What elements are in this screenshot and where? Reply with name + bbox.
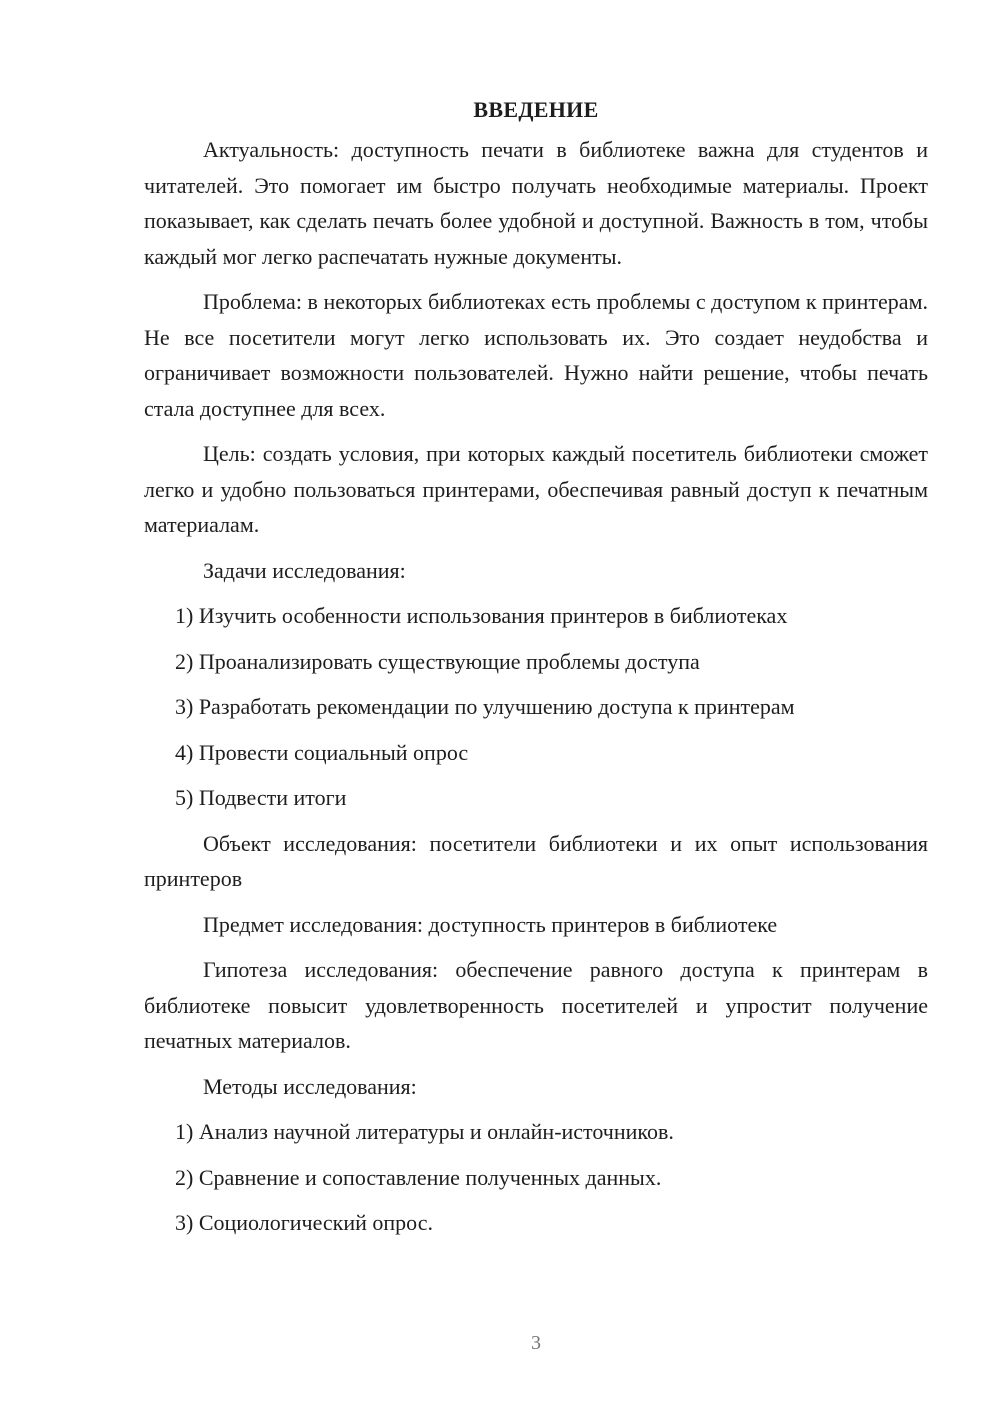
methods-list <box>144 1114 928 1241</box>
object-paragraph: Объект исследования: посетители библиотеки и их опыт использования принтеров <box>144 830 928 891</box>
document-page <box>144 92 928 1251</box>
list-item: 4) Провести социальный опрос <box>175 739 469 765</box>
tasks-list <box>144 598 928 816</box>
goal-paragraph: Цель: создать условия, при которых каждый посетитель библиотеки сможет легко и удобно пользоваться принтерами, обеспечивая равный доступ к печатным материалам. <box>144 441 928 537</box>
list-item: 3) Социологический опрос. <box>175 1210 433 1235</box>
tasks-heading: Задачи исследования: <box>203 557 406 583</box>
list-item: 1) Анализ научной литературы и онлайн-источников. <box>175 1119 674 1144</box>
list-item: 5) Подвести итоги <box>175 785 347 810</box>
page-number: 3 <box>531 1332 541 1354</box>
page-title: ВВЕДЕНИЕ <box>473 97 599 122</box>
list-item: 2) Сравнение и сопоставление полученных данных. <box>175 1164 662 1190</box>
relevance-paragraph: Актуальность: доступность печати в библиотеке важна для студентов и читателей. Это помогает им быстро получать необходимые материалы. Проект показывает, как сделать печать более удобной и доступной. Важность в том, чтобы каждый мог легко распечатать нужные документы. <box>144 137 928 269</box>
list-item: 2) Проанализировать существующие проблемы доступа <box>175 648 700 674</box>
hypothesis-paragraph: Гипотеза исследования: обеспечение равного доступа к принтерам в библиотеке повысит удовлетворенность посетителей и упростит получение печатных материалов. <box>144 957 928 1053</box>
list-item: 1) Изучить особенности использования принтеров в библиотеках <box>175 603 788 628</box>
problem-paragraph: Проблема: в некоторых библиотеках есть проблемы с доступом к принтерам. Не все посетители могут легко использовать их. Это создает неудобства и ограничивает возможности пользователей. Нужно найти решение, чтобы печать стала доступнее для всех. <box>144 289 928 421</box>
methods-heading: Методы исследования: <box>203 1073 417 1099</box>
subject-paragraph: Предмет исследования: доступность принтеров в библиотеке <box>203 911 778 937</box>
list-item: 3) Разработать рекомендации по улучшению доступа к принтерам <box>175 694 795 719</box>
